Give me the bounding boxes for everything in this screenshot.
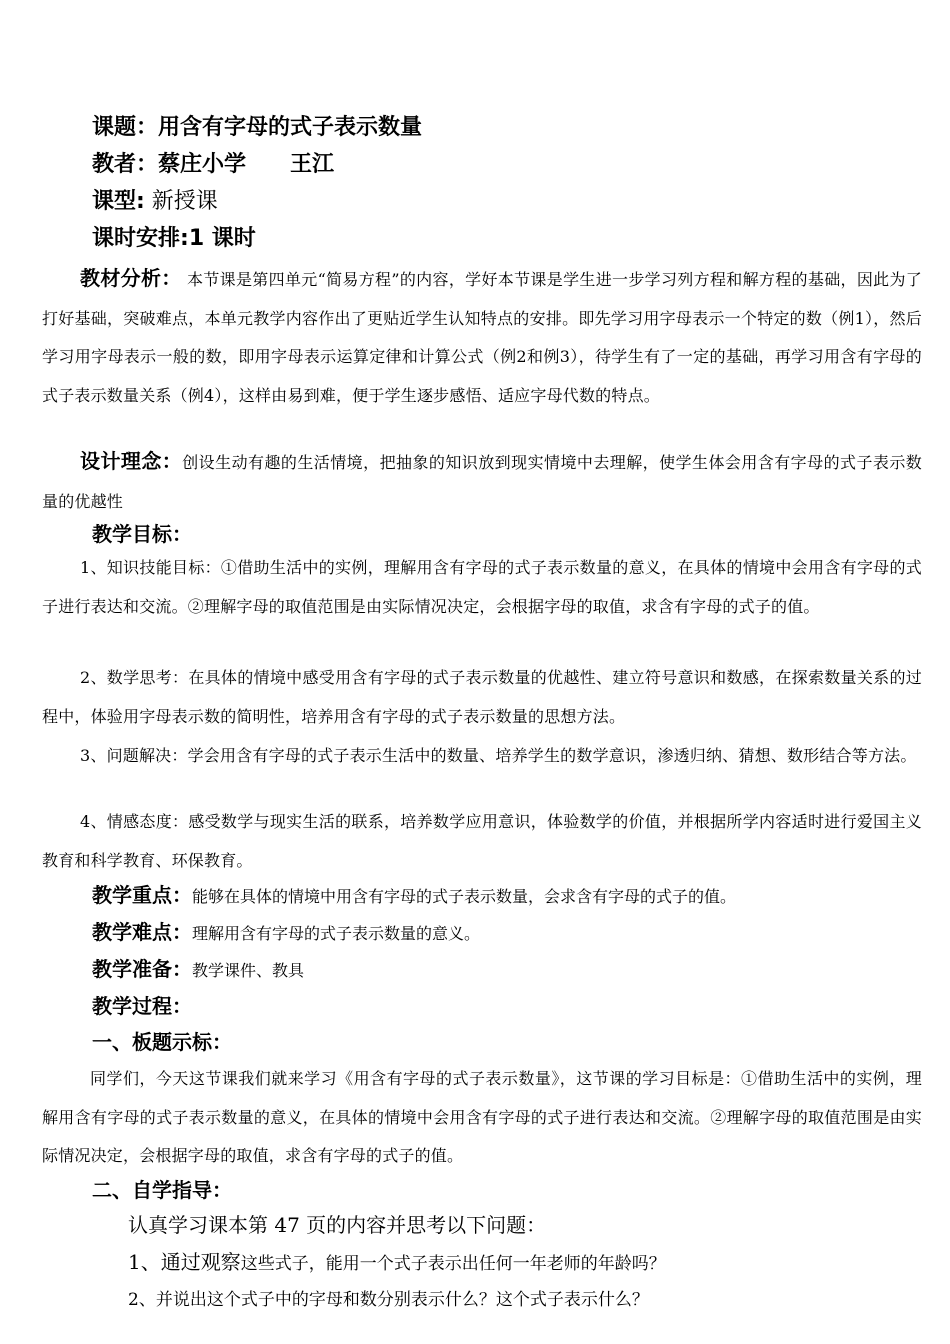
analysis-paragraph xyxy=(42,259,922,415)
question-1-text: 这些式子，能用一个式子表示出任何一年老师的年龄吗？ xyxy=(240,1254,666,1274)
goal-item: 4、情感态度：感受数学与现实生活的联系，培养数学应用意识，体验数学的价值，并根据所学内容适时进行爱国主义教育和科学教育、环保教育。 xyxy=(42,812,922,870)
difficulty-label: 教学难点： xyxy=(92,920,192,944)
difficulty-text: 理解用含有字母的式子表示数量的意义。 xyxy=(192,924,481,943)
topic-value: 用含有字母的式子表示数量 xyxy=(158,115,423,140)
analysis-label: 教材分析： xyxy=(80,266,182,290)
concept-paragraph xyxy=(42,442,922,521)
difficulty-line xyxy=(92,914,480,952)
question-1-prefix: 1、通过观察 xyxy=(128,1250,241,1274)
schedule-label: 课时安排: xyxy=(92,226,189,251)
section2-title: 二、自学指导： xyxy=(92,1178,232,1202)
topic-label: 课题： xyxy=(92,115,159,140)
topic-line xyxy=(92,110,422,146)
analysis-text: 本节课是第四单元“简易方程”的内容，学好本节课是学生进一步学习列方程和解方程的基础，因此为了打好基础，突破难点，本单元教学内容作出了更贴近学生认知特点的安排。即先学习用字母表示一个特定的数（例1），然后学习用字母表示一般的数，即用字母表示运算定律和计算公式（例2和例3），待学生有了一定的基础，再学习用含有字母的式子表示数量关系（例4），这样由易到难，便于学生逐步感悟、适应字母代数的特点。 xyxy=(42,270,922,405)
goal-item: 2、数学思考：在具体的情境中感受用含有字母的式子表示数量的优越性、建立符号意识和数感，在探索数量关系的过程中，体验用字母表示数的简明性，培养用含有字母的式子表示数量的思想方法。 xyxy=(42,668,922,726)
section1-paragraph: 同学们，今天这节课我们就来学习《用含有字母的式子表示数量》，这节课的学习目标是：①借助生活中的实例，理解用含有字母的式子表示数量的意义，在具体的情境中会用含有字母的式子进行表达和交流。②理解字母的取值范围是由实际情况决定，会根据字母的取值，求含有字母的式子的值。 xyxy=(42,1069,922,1165)
teacher-label: 教者： xyxy=(92,152,159,177)
question-1 xyxy=(128,1245,666,1281)
concept-text: 创设生动有趣的生活情境，把抽象的知识放到现实情境中去理解，使学生体会用含有字母的式子表示数量的优越性 xyxy=(42,453,922,511)
goal-item: 1、知识技能目标：①借助生活中的实例，理解用含有字母的式子表示数量的意义，在具体的情境中会用含有字母的式子进行表达和交流。②理解字母的取值范围是由实际情况决定，会根据字母的取值，求含有字母的式子的值。 xyxy=(42,558,922,616)
teacher-value: 蔡庄小学 王江 xyxy=(158,152,335,177)
schedule-value: 1 课时 xyxy=(188,226,256,251)
lesson-type-line xyxy=(92,184,218,220)
teacher-line xyxy=(92,147,334,183)
goal-item: 3、问题解决：学会用含有字母的式子表示生活中的数量、培养学生的数学意识，渗透归纳、猜想、数形结合等方法。 xyxy=(80,746,917,765)
lesson-type-label: 课型: xyxy=(92,189,145,214)
question-2: 2、并说出这个式子中的字母和数分别表示什么？这个式子表示什么？ xyxy=(128,1290,649,1310)
preparation-text: 教学课件、教具 xyxy=(192,961,305,980)
preparation-line xyxy=(92,951,304,989)
process-heading: 教学过程： xyxy=(92,994,192,1018)
lesson-type-value: 新授课 xyxy=(144,189,218,214)
goals-heading: 教学目标： xyxy=(92,522,192,546)
section1-title: 一、板题示标： xyxy=(92,1030,232,1054)
preparation-label: 教学准备： xyxy=(92,957,192,981)
key-point-line xyxy=(92,877,736,915)
section2-intro: 认真学习课本第 47 页的内容并思考以下问题： xyxy=(128,1213,547,1237)
key-point-text: 能够在具体的情境中用含有字母的式子表示数量，会求含有字母的式子的值。 xyxy=(192,887,737,906)
concept-label: 设计理念： xyxy=(80,449,183,473)
schedule-line xyxy=(92,221,256,257)
key-point-label: 教学重点： xyxy=(92,883,192,907)
